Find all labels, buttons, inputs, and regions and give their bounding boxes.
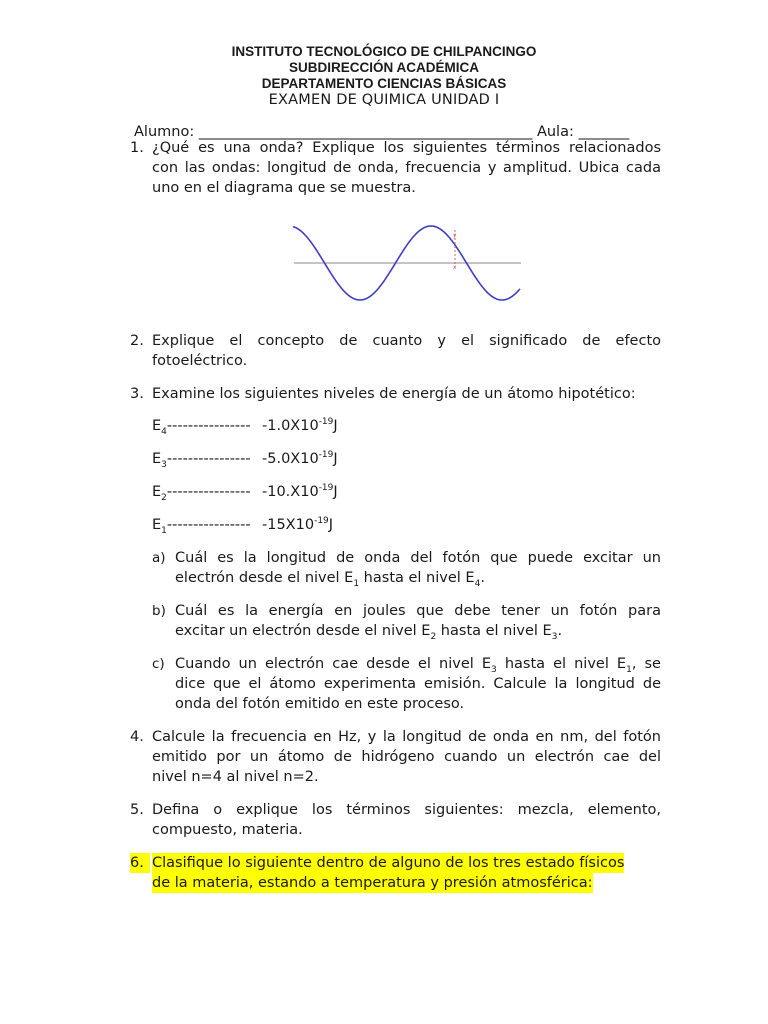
q4-line-2: emitido por un átomo de hidrógeno cuando un electrón cae del bbox=[152, 749, 661, 765]
q3a-label: a) bbox=[152, 550, 166, 566]
q5-number: 5. bbox=[130, 802, 144, 818]
q3-number: 3. bbox=[130, 386, 144, 402]
q3c-line-1: Cuando un electrón cae desde el nivel $E_3$ hasta el nivel $E_1$, se bbox=[175, 656, 661, 675]
institute-name: INSTITUTO TECNOLÓGICO DE CHILPANCINGO bbox=[231, 44, 537, 59]
q3-intro: Examine los siguientes niveles de energía de un átomo hipotético: bbox=[152, 386, 636, 402]
wave-diagram bbox=[290, 218, 522, 306]
x-marker-label: x bbox=[453, 264, 457, 271]
energy-level-e1: $E_1----------------$ $-15X10^{-19}J$ bbox=[152, 516, 334, 536]
q4-number: 4. bbox=[130, 729, 144, 745]
department-name: DEPARTAMENTO CIENCIAS BÁSICAS bbox=[261, 76, 507, 91]
energy-level-e2: $E_2----------------$ $-10.X10^{-19}J$ bbox=[152, 483, 338, 503]
q2-line-1: Explique el concepto de cuanto y el significado de efecto bbox=[152, 333, 661, 349]
q1-number: 1. bbox=[130, 140, 144, 156]
q4-line-3: nivel n=4 al nivel n=2. bbox=[152, 769, 319, 785]
q3b-line-2: excitar un electrón desde el nivel $E_2$ hasta el nivel $E_3$. bbox=[175, 623, 563, 642]
exam-title: EXAMEN DE QUIMICA UNIDAD I bbox=[268, 92, 500, 108]
q3b-label: b) bbox=[152, 603, 166, 619]
q3c-label: c) bbox=[152, 656, 165, 672]
q3b-line-1: Cuál es la energía en joules que debe tener un fotón para bbox=[175, 603, 661, 619]
aula-label: Aula: bbox=[536, 124, 574, 140]
alumno-label: Alumno: bbox=[134, 124, 195, 140]
q2-line-2: fotoeléctrico. bbox=[152, 353, 248, 369]
q1-line-3: uno en el diagrama que se muestra. bbox=[152, 180, 416, 196]
q2-number: 2. bbox=[130, 333, 144, 349]
q3c-line-3: onda del fotón emitido en este proceso. bbox=[175, 696, 465, 712]
energy-level-e3: $E_3----------------$ $-5.0X10^{-19}J$ bbox=[152, 450, 338, 470]
q6-number: 6. bbox=[130, 853, 150, 873]
q4-line-1: Calcule la frecuencia en Hz, y la longitud de onda en nm, del fotón bbox=[152, 729, 661, 745]
q6-line-1: Clasifique lo siguiente dentro de alguno de los tres estado físicos bbox=[152, 855, 625, 871]
q1-line-2: con las ondas: longitud de onda, frecuencia y amplitud. Ubica cada bbox=[152, 160, 661, 176]
q1-line-1: ¿Qué es una onda? Explique los siguientes términos relacionados bbox=[152, 140, 661, 156]
q3a-line-1: Cuál es la longitud de onda del fotón que puede excitar un bbox=[175, 550, 661, 566]
q3c-line-2: dice que el átomo experimenta emisión. Calcule la longitud de bbox=[175, 676, 661, 692]
subdirection-name: SUBDIRECCIÓN ACADÉMICA bbox=[288, 60, 479, 75]
y-marker-label: y bbox=[453, 232, 457, 239]
alumno-blank[interactable]: ______________________________________________ bbox=[198, 124, 533, 140]
q6-line-2: de la materia, estando a temperatura y presión atmosférica: bbox=[152, 875, 593, 891]
q3a-line-2: electrón desde el nivel $E_1$ hasta el nivel $E_4$. bbox=[175, 570, 485, 589]
energy-level-e4: $E_4----------------$ $-1.0X10^{-19}J$ bbox=[152, 417, 338, 437]
q5-line-2: compuesto, materia. bbox=[152, 822, 303, 838]
q5-line-1: Defina o explique los términos siguientes: mezcla, elemento, bbox=[152, 802, 661, 818]
aula-blank[interactable]: _______ bbox=[578, 124, 630, 140]
